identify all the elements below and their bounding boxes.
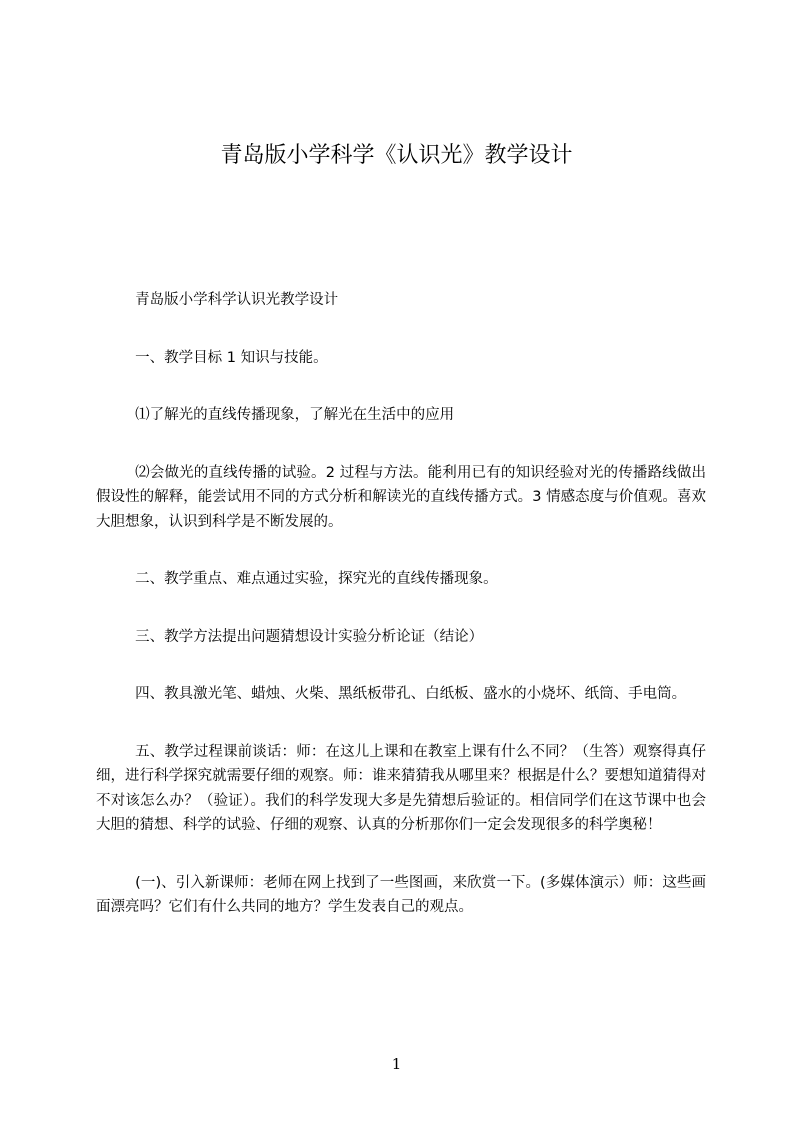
paragraph-subtitle: 青岛版小学科学认识光教学设计 (135, 292, 339, 308)
paragraph-goal-1: ⑴了解光的直线传播现象，了解光在生活中的应用 (135, 407, 455, 423)
paragraph-teaching-methods: 三、教学方法提出问题猜想设计实验分析论证（结论） (135, 628, 484, 645)
paragraph-goal-2: ⑵会做光的直线传播的试验。2 过程与方法。能利用已有的知识经验对光的传播路线做出假设性的解释，能尝试用不同的方式分析和解读光的直线传播方式。3 情感态度与价值观。喜欢大胆想象，认识到科学是不断发展的。 (96, 464, 706, 530)
paragraph-teaching-aids: 四、教具激光笔、蜡烛、火柴、黑纸板带孔、白纸板、盛水的小烧坏、纸筒、手电筒。 (135, 686, 687, 702)
document-body (96, 288, 706, 953)
paragraph-teaching-process: 五、教学过程课前谈话：师：在这儿上课和在教室上课有什么不同？（生答）观察得真仔细，进行科学探究就需要仔细的观察。师：谁来猜猜我从哪里来？根据是什么？要想知道猜得对不对该怎么办？（验证）。我们的科学发现大多是先猜想后验证的。相信同学们在这节课中也会大胆的猜想、科学的试验、仔细的观察、认真的分析那你们一定会发现很多的科学奥秘！ (96, 743, 706, 833)
document-title: 青岛版小学科学《认识光》教学设计 (220, 143, 573, 168)
paragraph-teaching-goals: 一、教学目标 1 知识与技能。 (135, 349, 328, 366)
paragraph-introduction: (一)、引入新课师：老师在网上找到了一些图画，来欣赏一下。(多媒体演示）师：这些画面漂亮吗？它们有什么共同的地方？学生发表自己的观点。 (96, 874, 706, 915)
paragraph-key-points: 二、教学重点、难点通过实验，探究光的直线传播现象。 (135, 571, 498, 587)
page-number: 1 (391, 1055, 402, 1073)
